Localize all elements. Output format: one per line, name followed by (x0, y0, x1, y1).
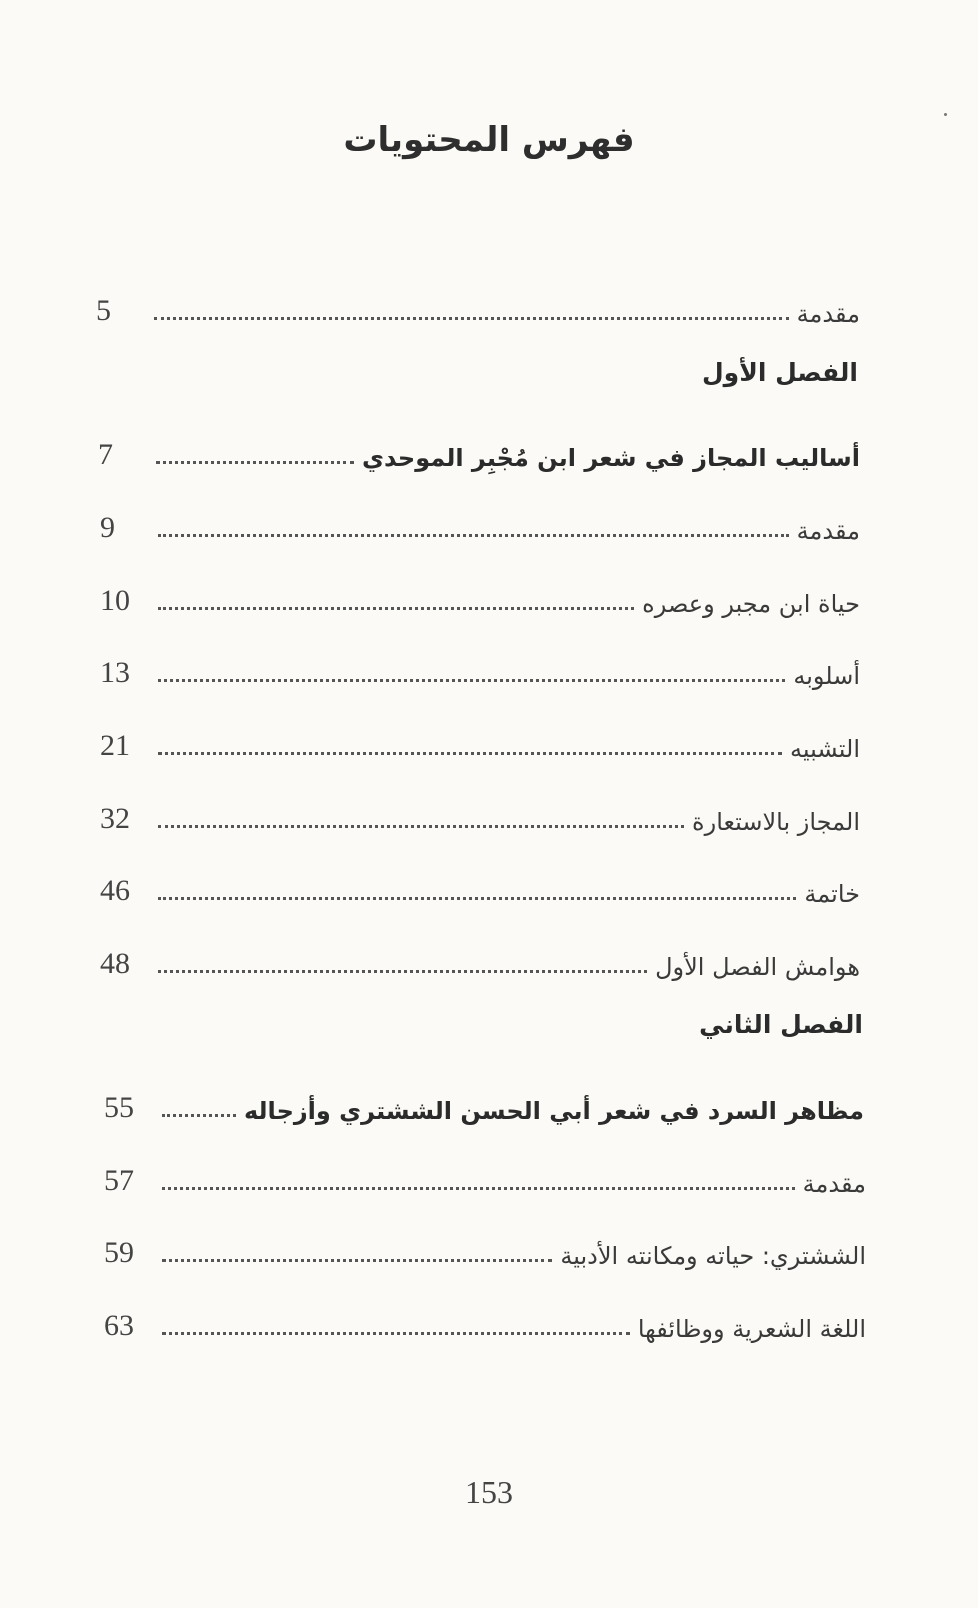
toc-page-number: 13 (100, 656, 130, 689)
toc-entry-label: الششتري: حياته ومكانته الأدبية (560, 1242, 866, 1270)
toc-entry-label: هوامش الفصل الأول (655, 953, 860, 981)
toc-entry (98, 420, 860, 470)
toc-page-number: 10 (100, 584, 130, 617)
toc-page-number: 59 (104, 1236, 134, 1269)
toc-entry (100, 784, 860, 834)
chapter-heading: الفصل الثاني (699, 1010, 863, 1039)
dot-leader (158, 679, 785, 682)
toc-entry-label: خاتمة (804, 880, 860, 908)
chapter-heading: الفصل الأول (701, 358, 858, 387)
toc-entry (104, 1073, 864, 1123)
toc-entry-label: مقدمة (802, 1170, 866, 1198)
dot-leader (158, 897, 796, 900)
toc-page-number: 9 (100, 511, 115, 544)
page-number-footer: 153 (465, 1474, 513, 1510)
toc-entry (100, 856, 860, 906)
toc-entry-label: أساليب المجاز في شعر ابن مُجْبِر الموحدي (362, 444, 860, 472)
toc-entry-label: مقدمة (796, 300, 860, 328)
dot-leader (156, 461, 354, 464)
toc-entry-label: المجاز بالاستعارة (692, 808, 860, 836)
dot-leader (162, 1259, 552, 1262)
toc-page-number: 7 (98, 438, 113, 471)
toc-entry (100, 493, 860, 543)
toc-entry-label: مظاهر السرد في شعر أبي الحسن الششتري وأزجاله (243, 1097, 864, 1125)
toc-page-number: 5 (96, 294, 111, 327)
dot-leader (162, 1114, 236, 1117)
toc-entry (104, 1146, 866, 1196)
toc-entry-label: أسلوبه (793, 662, 860, 690)
page-title: فهرس المحتويات (343, 120, 635, 160)
dot-leader (158, 825, 684, 828)
toc-entry (104, 1291, 866, 1341)
dot-leader (162, 1187, 795, 1190)
toc-entry (104, 1218, 866, 1268)
dot-leader (158, 970, 647, 973)
dot-leader (158, 752, 782, 755)
toc-page-number: 46 (100, 874, 130, 907)
toc-page-number: 57 (104, 1164, 134, 1197)
toc-entry (100, 711, 860, 761)
ink-speck (944, 113, 947, 116)
toc-entry (96, 276, 860, 326)
dot-leader (154, 317, 789, 320)
dot-leader (158, 534, 789, 537)
toc-entry (100, 566, 860, 616)
toc-entry (100, 929, 860, 979)
toc-entry-label: مقدمة (796, 517, 860, 545)
toc-entry-label: حياة ابن مجبر وعصره (642, 590, 860, 618)
toc-entry (100, 638, 860, 688)
dot-leader (162, 1332, 630, 1335)
toc-entry-label: التشبيه (790, 735, 860, 763)
toc-page-number: 63 (104, 1309, 134, 1342)
toc-page-number: 32 (100, 802, 130, 835)
toc-page-number: 21 (100, 729, 130, 762)
toc-page-number: 48 (100, 947, 130, 980)
dot-leader (158, 607, 634, 610)
toc-entry-label: اللغة الشعرية ووظائفها (637, 1315, 866, 1343)
toc-page-number: 55 (104, 1091, 134, 1124)
